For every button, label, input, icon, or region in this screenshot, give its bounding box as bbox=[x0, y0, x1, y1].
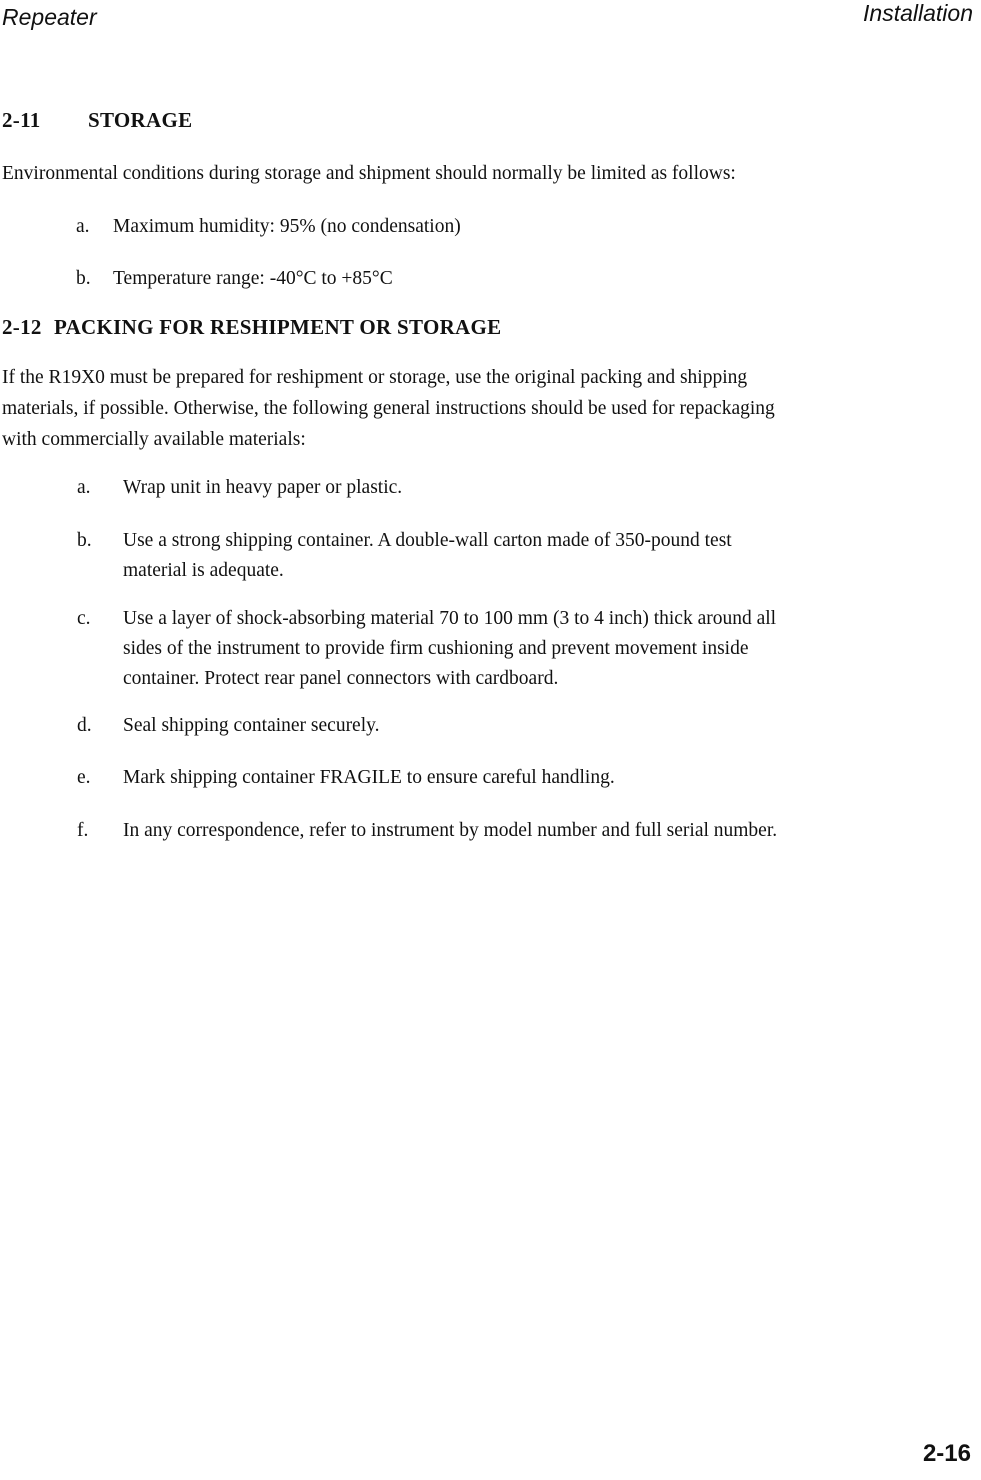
intro-line: If the R19X0 must be prepared for reshipment or storage, use the original packing and shipping bbox=[2, 367, 748, 388]
list-item bbox=[77, 711, 957, 741]
list-item-letter: b. bbox=[76, 268, 91, 289]
section-2-11-number: 2-11 bbox=[2, 108, 41, 132]
list-item-line: Use a strong shipping container. A double-wall carton made of 350-pound test bbox=[123, 530, 732, 551]
header-left-title: Repeater bbox=[2, 4, 97, 30]
list-item-letter: e. bbox=[77, 767, 91, 788]
list-item-text bbox=[123, 816, 777, 846]
list-item-text: Maximum humidity: 95% (no condensation) bbox=[113, 216, 461, 237]
list-item-line: In any correspondence, refer to instrument by model number and full serial number. bbox=[123, 820, 778, 841]
section-2-12-heading bbox=[2, 315, 501, 340]
section-2-11-intro: Environmental conditions during storage and shipment should normally be limited as follows: bbox=[2, 163, 736, 184]
intro-line: materials, if possible. Otherwise, the following general instructions should be used for repackaging bbox=[2, 398, 775, 419]
list-item-letter: b. bbox=[77, 530, 92, 551]
list-item-letter: f. bbox=[77, 820, 89, 841]
list-item-text bbox=[123, 763, 615, 793]
intro-line: with commercially available materials: bbox=[2, 429, 306, 450]
list-item-text bbox=[123, 526, 732, 586]
page-number: 2-16 bbox=[922, 1440, 971, 1467]
list-item-line: Use a layer of shock-absorbing material 70 to 100 mm (3 to 4 inch) thick around all bbox=[123, 608, 777, 629]
list-item-line: container. Protect rear panel connectors with cardboard. bbox=[123, 668, 559, 689]
list-item bbox=[76, 212, 956, 242]
header-right-title: Installation bbox=[863, 0, 973, 26]
list-item bbox=[77, 473, 957, 503]
list-item bbox=[77, 526, 957, 586]
list-item-line: Seal shipping container securely. bbox=[123, 715, 380, 736]
list-item-text: Temperature range: -40°C to +85°C bbox=[113, 268, 393, 289]
section-2-11-heading bbox=[2, 108, 192, 133]
list-item bbox=[76, 264, 956, 294]
list-item-letter: a. bbox=[77, 477, 91, 498]
list-item-line: Wrap unit in heavy paper or plastic. bbox=[123, 477, 403, 498]
section-2-11-title: STORAGE bbox=[88, 108, 193, 132]
list-item bbox=[77, 816, 957, 846]
list-item-line: material is adequate. bbox=[123, 560, 284, 581]
section-2-12-title: PACKING FOR RESHIPMENT OR STORAGE bbox=[54, 315, 502, 339]
section-2-12-intro bbox=[2, 362, 972, 455]
list-item-line: Mark shipping container FRAGILE to ensure careful handling. bbox=[123, 767, 615, 788]
list-item-letter: a. bbox=[76, 216, 90, 237]
list-item bbox=[77, 604, 957, 694]
list-item-letter: c. bbox=[77, 608, 91, 629]
list-item-letter: d. bbox=[77, 715, 92, 736]
section-2-12-number: 2-12 bbox=[2, 315, 42, 339]
list-item-text bbox=[123, 711, 380, 741]
list-item-line: sides of the instrument to provide firm cushioning and prevent movement inside bbox=[123, 638, 749, 659]
list-item-text bbox=[123, 604, 776, 694]
list-item bbox=[77, 763, 957, 793]
page-header bbox=[0, 0, 981, 40]
list-item-text bbox=[123, 473, 402, 503]
